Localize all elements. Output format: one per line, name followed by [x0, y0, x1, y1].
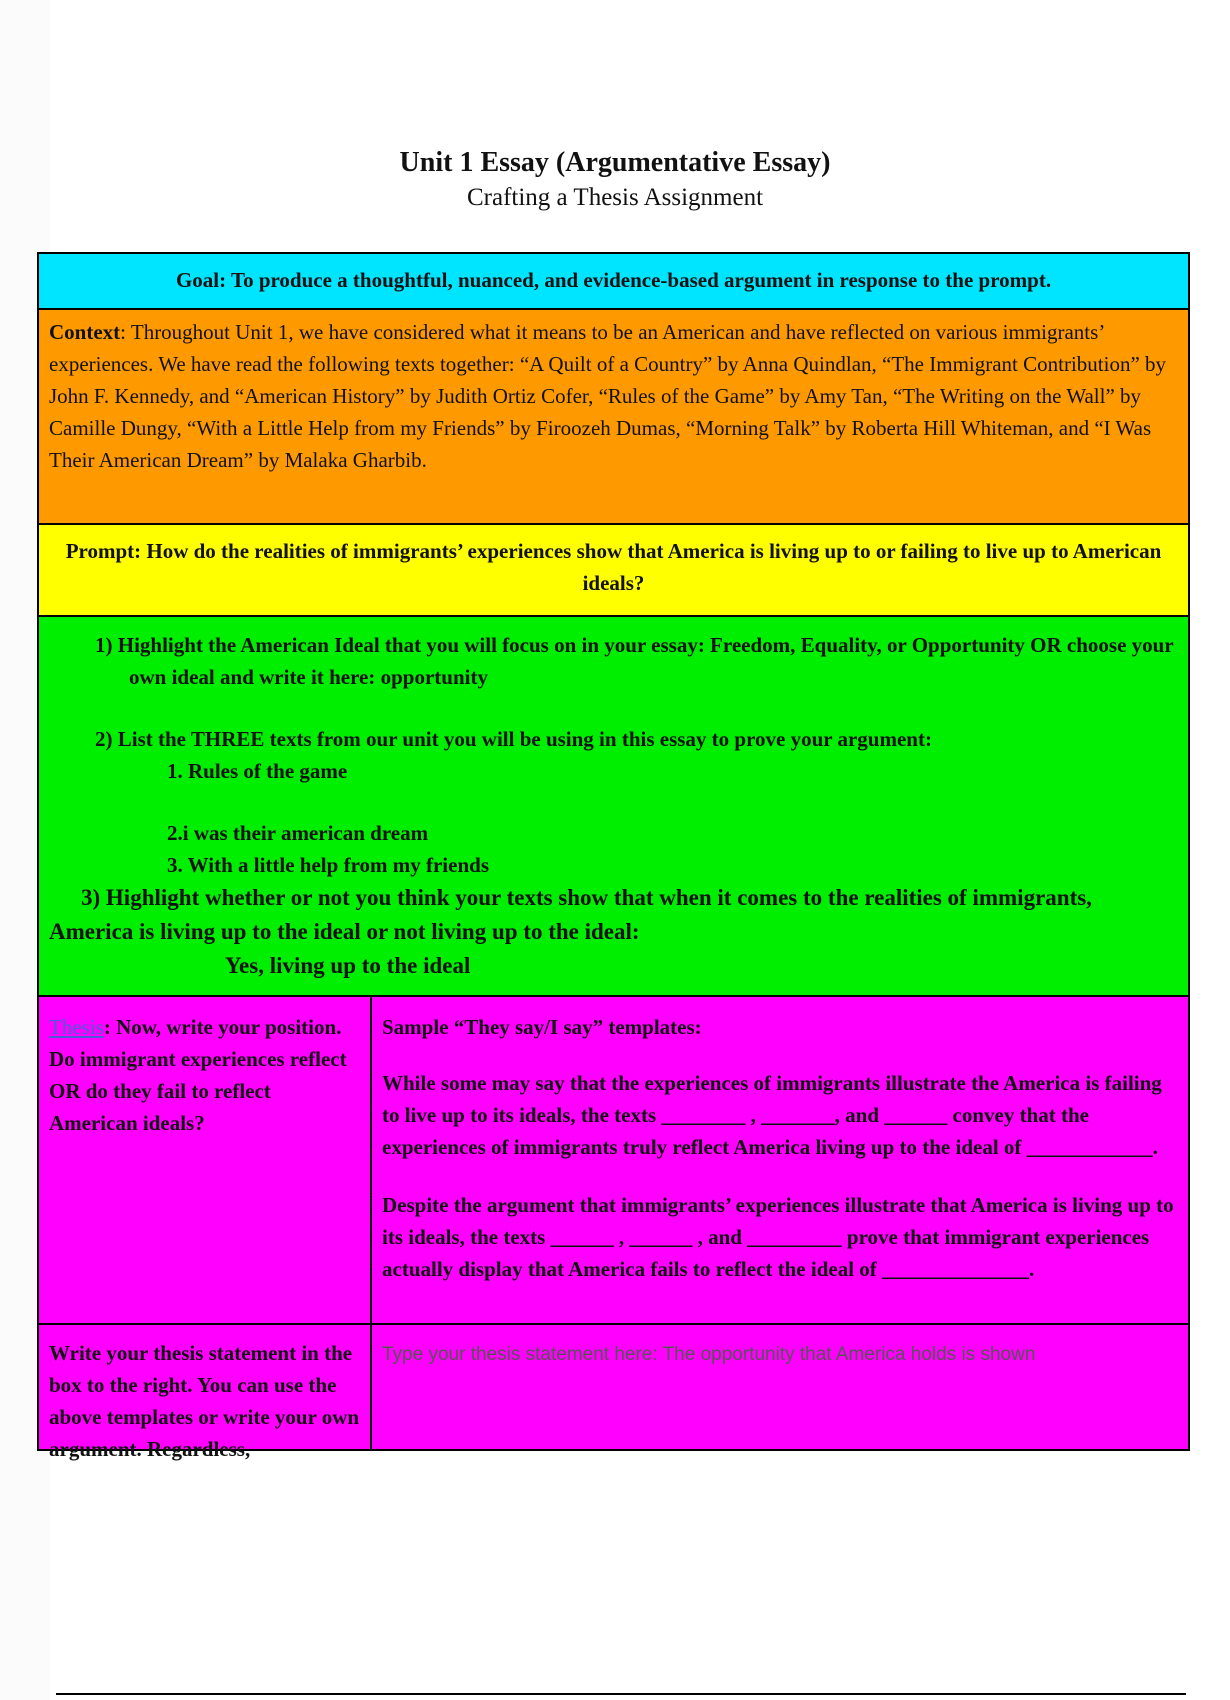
templates-body [372, 997, 1188, 1285]
text-entry-3[interactable]: 3. With a little help from my friends [167, 853, 489, 877]
context-label: Context [49, 320, 121, 344]
prompt-text: Prompt: How do the realities of immigrants’ experiences show that America is living up to or failing to live up to American ideals? [65, 539, 1162, 595]
step-3-highlight [49, 881, 1176, 949]
step-3-answer[interactable]: Yes, living up to the ideal [225, 953, 471, 978]
thesis-instruction [39, 997, 370, 1139]
step-3-number: 3) [81, 885, 106, 910]
step-2-texts: 2) List the THREE texts from our unit you will be using in this essay to prove your argument: [95, 727, 932, 751]
step-3-text: Highlight whether or not you think your texts show that when it comes to the realities of immigrants, America is living up to the ideal or not living up to the ideal: [49, 885, 1092, 944]
context-text: : Throughout Unit 1, we have considered what it means to be an American and have reflected on various immigrants’ experiences. We have read the following texts together: “A Quilt of a Country” by Anna Quindlan, “The Immigrant Contribution” by John F. Kennedy, and “American History” by Judith Ortiz Cofer, “Rules of the Game” by Amy Tan, “The Writing on the Wall” by Camille Dungy, “With a Little Help from my Friends” by Firoozeh Dumas, “Morning Talk” by Roberta Hill Whiteman, and “I Was Their American Dream” by Malaka Gharbib. [49, 320, 1167, 472]
document-subtitle: Crafting a Thesis Assignment [466, 184, 764, 211]
thesis-statement-input[interactable]: Type your thesis statement here: The opportunity that America holds is shown [382, 1344, 1036, 1365]
write-instruction-cell [38, 1324, 371, 1461]
templates-header: Sample “They say/I say” templates: [382, 1015, 702, 1039]
context-body [39, 310, 1188, 476]
steps-list [39, 617, 1188, 983]
document-title: Unit 1 Essay (Argumentative Essay) [399, 147, 831, 178]
thesis-instruction-cell [38, 996, 371, 1324]
thesis-link[interactable]: Thesis [49, 1015, 104, 1039]
write-instruction: Write your thesis statement in the box to the right. You can use the above templates or write your own argument. Regardless, [49, 1341, 360, 1461]
bottom-divider [56, 1693, 1186, 1695]
templates-cell [371, 996, 1189, 1324]
template-2: Despite the argument that immigrants’ experiences illustrate that America is living up to its ideals, the texts ______ , ______ , and _________ prove that immigrant experiences actually display that America fails to reflect the ideal of ______________. [382, 1193, 1174, 1281]
text-entry-2[interactable]: 2.i was their american dream [167, 821, 429, 845]
prompt-cell [38, 524, 1189, 616]
thesis-instruction-text: : Now, write your position. Do immigrant experiences reflect OR do they fail to reflect American ideals? [49, 1015, 347, 1135]
step-1-ideal[interactable]: 1) Highlight the American Ideal that you will focus on in your essay: Freedom, Equality, or Opportunity OR choose your own ideal and write it here: opportunity [95, 633, 1174, 689]
title-block [0, 146, 1230, 216]
goal-cell [38, 253, 1189, 309]
template-1: While some may say that the experiences of immigrants illustrate the America is failing to live up to its ideals, the texts ________ , _______, and ______ convey that the experiences of immigrants truly reflect America living up to the ideal of ____________. [382, 1071, 1162, 1159]
assignment-table [37, 252, 1190, 1461]
goal-text: Goal: To produce a thoughtful, nuanced, and evidence-based argument in response to the prompt. [175, 268, 1052, 292]
context-cell [38, 309, 1189, 524]
steps-cell [38, 616, 1189, 996]
text-entry-1[interactable]: 1. Rules of the game [167, 759, 348, 783]
thesis-input-cell[interactable] [371, 1324, 1189, 1450]
